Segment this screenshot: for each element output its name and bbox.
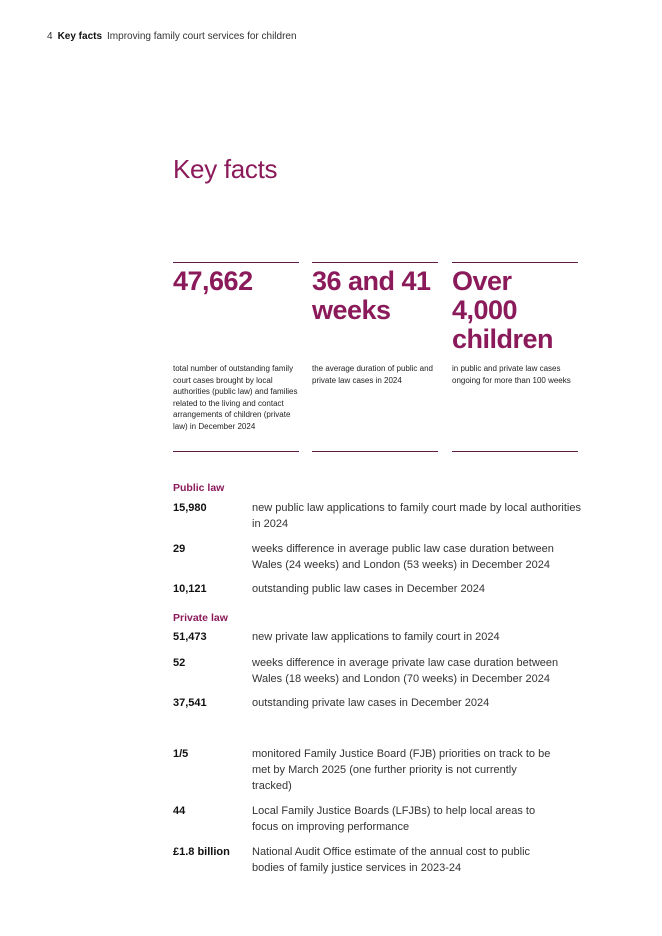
- fact-figure: 37,541: [173, 697, 207, 709]
- fact-text: Local Family Justice Boards (LFJBs) to help local areas to focus on improving performance: [252, 805, 536, 833]
- divider: [173, 451, 299, 452]
- fact-text: new public law applications to family court made by local authorities in 2024: [252, 502, 581, 530]
- key-fact-figure: 36 and 41 weeks: [312, 266, 431, 325]
- fact-figure: 29: [173, 543, 186, 555]
- fact-figure: 51,473: [173, 631, 207, 643]
- fact-figure: 44: [173, 805, 186, 817]
- fact-text: weeks difference in average private law case duration between Wales (18 weeks) and London (70 weeks) in December 2024: [252, 657, 559, 685]
- fact-text: outstanding private law cases in December 2024: [252, 697, 490, 709]
- divider: [452, 262, 578, 263]
- key-fact-description: total number of outstanding family court cases brought by local authorities (public law) and families related to the living and contact arrangements of children (private law) in December 2024: [173, 364, 298, 431]
- fact-text: monitored Family Justice Board (FJB) priorities on track to be met by March 2025 (one further priority is not currently tracked): [252, 748, 551, 792]
- divider: [312, 451, 438, 452]
- section-name: Key facts: [57, 31, 103, 42]
- key-fact-figure: 47,662: [173, 266, 253, 296]
- key-fact-1: [173, 262, 299, 452]
- key-fact-description: in public and private law cases ongoing for more than 100 weeks: [452, 364, 571, 385]
- divider: [312, 262, 438, 263]
- running-header: [47, 31, 297, 42]
- page-number: 4: [47, 31, 53, 42]
- fact-figure: 10,121: [173, 583, 207, 595]
- fact-figure: £1.8 billion: [173, 846, 230, 858]
- fact-text: weeks difference in average public law case duration between Wales (24 weeks) and London (53 weeks) in December 2024: [252, 543, 554, 571]
- key-fact-figure: Over 4,000 children: [452, 266, 554, 354]
- public-law-heading: Public law: [173, 482, 225, 494]
- fact-text: National Audit Office estimate of the annual cost to public bodies of family justice services in 2023-24: [252, 846, 531, 874]
- fact-figure: 1/5: [173, 748, 189, 760]
- divider: [173, 262, 299, 263]
- key-fact-3: [452, 262, 578, 452]
- divider: [452, 451, 578, 452]
- fact-text: new private law applications to family court in 2024: [252, 631, 500, 643]
- fact-text: outstanding public law cases in December 2024: [252, 583, 485, 595]
- page-title: Key facts: [173, 154, 278, 184]
- fact-figure: 52: [173, 657, 186, 669]
- fact-figure: 15,980: [173, 502, 207, 514]
- private-law-heading: Private law: [173, 612, 228, 624]
- key-fact-2: [312, 262, 438, 452]
- document-title: Improving family court services for children: [107, 31, 297, 42]
- key-fact-description: the average duration of public and private law cases in 2024: [312, 364, 433, 385]
